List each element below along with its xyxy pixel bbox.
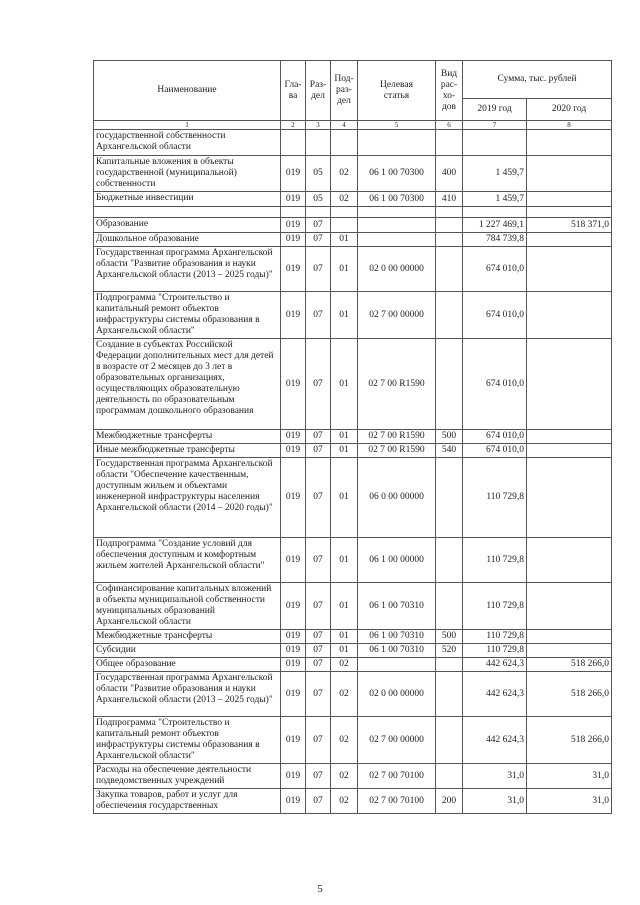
row-name: Бюджетные инвестиции: [94, 192, 281, 207]
table-row: [94, 444, 612, 458]
header-2020: 2020 год: [527, 99, 612, 121]
row-glava: 019: [281, 583, 306, 630]
header-vid: Вид рас- хо- дов: [436, 61, 463, 121]
row-podrazdel: 02: [331, 658, 358, 672]
row-name: Дошкольное образование: [94, 233, 281, 247]
row-razdel: 07: [306, 644, 331, 658]
row-glava: 019: [281, 444, 306, 458]
row-celevaya: 06 1 00 70310: [358, 583, 436, 630]
colnum-5: 5: [358, 121, 436, 130]
row-sum-2019: [463, 130, 527, 156]
row-sum-2020: [527, 339, 612, 430]
row-sum-2020: 31,0: [527, 789, 612, 814]
row-vid: [436, 583, 463, 630]
row-glava: 019: [281, 630, 306, 644]
row-razdel: 05: [306, 156, 331, 192]
row-podrazdel: 01: [331, 444, 358, 458]
table-row: [94, 538, 612, 583]
row-name: Межбюджетные трансферты: [94, 430, 281, 444]
row-sum-2020: [527, 130, 612, 156]
budget-table: [93, 60, 612, 814]
row-razdel: 07: [306, 630, 331, 644]
row-sum-2019: 674 010,0: [463, 247, 527, 292]
header-celevaya: Целевая статья: [358, 61, 436, 121]
table-row: [94, 458, 612, 538]
row-podrazdel: 01: [331, 233, 358, 247]
row-vid: 410: [436, 192, 463, 207]
table-row: [94, 717, 612, 764]
row-podrazdel: 02: [331, 156, 358, 192]
row-glava: 019: [281, 458, 306, 538]
row-glava: 019: [281, 218, 306, 233]
row-razdel: 07: [306, 583, 331, 630]
colnum-8: 8: [527, 121, 612, 130]
table-row: [94, 658, 612, 672]
row-celevaya: 02 0 00 00000: [358, 247, 436, 292]
row-sum-2020: [527, 444, 612, 458]
row-celevaya: 02 0 00 00000: [358, 672, 436, 717]
row-sum-2019: 442 624,3: [463, 672, 527, 717]
row-podrazdel: [331, 130, 358, 156]
row-vid: [436, 233, 463, 247]
row-sum-2020: [527, 644, 612, 658]
row-razdel: 05: [306, 192, 331, 207]
row-razdel: 07: [306, 538, 331, 583]
row-podrazdel: 01: [331, 458, 358, 538]
row-glava: [281, 130, 306, 156]
row-podrazdel: 02: [331, 672, 358, 717]
row-podrazdel: 01: [331, 339, 358, 430]
row-sum-2020: [527, 292, 612, 339]
row-razdel: [306, 207, 331, 218]
row-vid: [436, 672, 463, 717]
row-sum-2019: 674 010,0: [463, 292, 527, 339]
row-vid: [436, 130, 463, 156]
row-razdel: 07: [306, 717, 331, 764]
row-sum-2019: 674 010,0: [463, 430, 527, 444]
header-razdel: Раз- дел: [306, 61, 331, 121]
row-vid: [436, 339, 463, 430]
row-name: Иные межбюджетные трансферты: [94, 444, 281, 458]
row-name: Расходы на обеспечение деятельности подведомственных учреждений: [94, 764, 281, 789]
row-glava: 019: [281, 339, 306, 430]
row-sum-2019: [463, 207, 527, 218]
row-vid: [436, 207, 463, 218]
table-row: [94, 764, 612, 789]
page-number: 5: [317, 883, 323, 895]
row-vid: 400: [436, 156, 463, 192]
row-name: Софинансирование капитальных вложений в объекты муниципальной собственности муниципальных образований Архангельской области: [94, 583, 281, 630]
row-celevaya: [358, 233, 436, 247]
row-podrazdel: 01: [331, 538, 358, 583]
row-celevaya: [358, 207, 436, 218]
row-name: Закупка товаров, работ и услуг для обеспечения государственных: [94, 789, 281, 814]
table-row: [94, 430, 612, 444]
row-podrazdel: 02: [331, 764, 358, 789]
row-sum-2020: [527, 207, 612, 218]
row-sum-2020: 518 266,0: [527, 717, 612, 764]
row-vid: [436, 247, 463, 292]
row-glava: 019: [281, 789, 306, 814]
row-vid: [436, 218, 463, 233]
row-sum-2020: 31,0: [527, 764, 612, 789]
row-celevaya: [358, 218, 436, 233]
row-name: Подпрограмма "Строительство и капитальный ремонт объектов инфраструктуры системы образования в Архангельской области": [94, 292, 281, 339]
row-name: Государственная программа Архангельской области "Обеспечение качественным, доступным жильем и объектами инженерной инфраструктуры населения Архангельской области (2014 – 2020 годы)": [94, 458, 281, 538]
row-razdel: 07: [306, 292, 331, 339]
row-glava: 019: [281, 764, 306, 789]
row-razdel: 07: [306, 430, 331, 444]
row-vid: 200: [436, 789, 463, 814]
row-glava: 019: [281, 233, 306, 247]
table-row: [94, 207, 612, 218]
row-name: Субсидии: [94, 644, 281, 658]
row-sum-2019: 31,0: [463, 789, 527, 814]
row-sum-2019: 442 624,3: [463, 717, 527, 764]
row-podrazdel: 01: [331, 630, 358, 644]
row-celevaya: 06 1 00 70310: [358, 630, 436, 644]
row-celevaya: 02 7 00 00000: [358, 292, 436, 339]
row-vid: 520: [436, 644, 463, 658]
row-vid: [436, 458, 463, 538]
row-celevaya: 02 7 00 R1590: [358, 339, 436, 430]
row-name: Капитальные вложения в объекты государственной (муниципальной) собственности: [94, 156, 281, 192]
table-row: [94, 156, 612, 192]
colnum-7: 7: [463, 121, 527, 130]
row-name: государственной собственности Архангельской области: [94, 130, 281, 156]
row-razdel: 07: [306, 458, 331, 538]
row-celevaya: 02 7 00 00000: [358, 717, 436, 764]
row-glava: 019: [281, 156, 306, 192]
row-celevaya: 06 0 00 00000: [358, 458, 436, 538]
table-row: [94, 583, 612, 630]
row-sum-2019: 442 624,3: [463, 658, 527, 672]
row-sum-2020: [527, 233, 612, 247]
table-row: [94, 130, 612, 156]
row-podrazdel: 02: [331, 789, 358, 814]
row-razdel: 07: [306, 218, 331, 233]
row-name: Государственная программа Архангельской области "Развитие образования и науки Архангельской области (2013 – 2025 годы)": [94, 247, 281, 292]
row-sum-2019: 1 459,7: [463, 192, 527, 207]
row-glava: [281, 207, 306, 218]
row-sum-2020: [527, 630, 612, 644]
row-sum-2020: [527, 430, 612, 444]
row-name: Государственная программа Архангельской области "Развитие образования и науки Архангельской области (2013 – 2025 годы)": [94, 672, 281, 717]
table-row: [94, 789, 612, 814]
row-sum-2019: 784 739,8: [463, 233, 527, 247]
row-name: Подпрограмма "Создание условий для обеспечения доступным и комфортным жильем жителей Архангельской области": [94, 538, 281, 583]
row-glava: 019: [281, 247, 306, 292]
row-celevaya: 02 7 00 70100: [358, 764, 436, 789]
colnum-2: 2: [281, 121, 306, 130]
row-sum-2019: 1 459,7: [463, 156, 527, 192]
row-name: Общее образование: [94, 658, 281, 672]
row-podrazdel: 02: [331, 717, 358, 764]
row-glava: 019: [281, 672, 306, 717]
row-sum-2020: [527, 583, 612, 630]
row-podrazdel: 01: [331, 430, 358, 444]
row-celevaya: 02 7 00 R1590: [358, 430, 436, 444]
row-sum-2019: 110 729,8: [463, 644, 527, 658]
row-podrazdel: 01: [331, 247, 358, 292]
row-sum-2020: 518 371,0: [527, 218, 612, 233]
header-glava: Гла- ва: [281, 61, 306, 121]
row-vid: [436, 538, 463, 583]
row-sum-2019: 110 729,8: [463, 458, 527, 538]
row-podrazdel: 01: [331, 583, 358, 630]
row-glava: 019: [281, 644, 306, 658]
row-podrazdel: [331, 207, 358, 218]
row-glava: 019: [281, 192, 306, 207]
table-row: [94, 339, 612, 430]
row-vid: 500: [436, 630, 463, 644]
header-summa: Сумма, тыс. рублей: [463, 61, 612, 99]
row-razdel: 07: [306, 247, 331, 292]
row-vid: [436, 717, 463, 764]
table-row: [94, 233, 612, 247]
row-podrazdel: 01: [331, 644, 358, 658]
row-razdel: 07: [306, 444, 331, 458]
row-celevaya: [358, 130, 436, 156]
row-vid: 500: [436, 430, 463, 444]
row-podrazdel: 02: [331, 192, 358, 207]
table-row: [94, 630, 612, 644]
colnum-6: 6: [436, 121, 463, 130]
row-sum-2019: 110 729,8: [463, 583, 527, 630]
row-glava: 019: [281, 538, 306, 583]
row-sum-2020: [527, 247, 612, 292]
row-name: Подпрограмма "Строительство и капитальный ремонт объектов инфраструктуры системы образования в Архангельской области": [94, 717, 281, 764]
row-razdel: 07: [306, 233, 331, 247]
row-sum-2019: 674 010,0: [463, 339, 527, 430]
row-sum-2020: [527, 458, 612, 538]
header-name: Наименование: [94, 61, 281, 121]
colnum-1: 1: [94, 121, 281, 130]
row-podrazdel: [331, 218, 358, 233]
table-row: [94, 192, 612, 207]
row-sum-2019: 674 010,0: [463, 444, 527, 458]
row-razdel: 07: [306, 764, 331, 789]
row-vid: [436, 764, 463, 789]
row-vid: 540: [436, 444, 463, 458]
row-glava: 019: [281, 292, 306, 339]
table-row: [94, 292, 612, 339]
row-razdel: 07: [306, 789, 331, 814]
row-name: Образование: [94, 218, 281, 233]
row-sum-2020: [527, 538, 612, 583]
row-celevaya: 02 7 00 R1590: [358, 444, 436, 458]
header-2019: 2019 год: [463, 99, 527, 121]
row-sum-2019: 110 729,8: [463, 538, 527, 583]
row-sum-2019: 31,0: [463, 764, 527, 789]
row-name: Межбюджетные трансферты: [94, 630, 281, 644]
header-podrazdel: Под- раз- дел: [331, 61, 358, 121]
row-celevaya: 06 1 00 00000: [358, 538, 436, 583]
row-glava: 019: [281, 658, 306, 672]
colnum-3: 3: [306, 121, 331, 130]
row-sum-2020: 518 266,0: [527, 658, 612, 672]
table-row: [94, 644, 612, 658]
row-vid: [436, 292, 463, 339]
row-razdel: 07: [306, 672, 331, 717]
row-celevaya: [358, 658, 436, 672]
row-name: [94, 207, 281, 218]
row-celevaya: 06 1 00 70300: [358, 192, 436, 207]
row-sum-2020: [527, 156, 612, 192]
row-sum-2020: 518 266,0: [527, 672, 612, 717]
row-razdel: 07: [306, 339, 331, 430]
colnum-4: 4: [331, 121, 358, 130]
row-glava: 019: [281, 717, 306, 764]
row-name: Создание в субъектах Российской Федерации дополнительных мест для детей в возрасте от 2 месяцев до 3 лет в образовательных организациях, осуществляющих образовательную деятельность по образовательным программам дошкольного образования: [94, 339, 281, 430]
row-podrazdel: 01: [331, 292, 358, 339]
row-glava: 019: [281, 430, 306, 444]
row-sum-2019: 110 729,8: [463, 630, 527, 644]
row-sum-2020: [527, 192, 612, 207]
row-celevaya: 06 1 00 70310: [358, 644, 436, 658]
row-razdel: 07: [306, 658, 331, 672]
table-row: [94, 247, 612, 292]
row-vid: [436, 658, 463, 672]
row-razdel: [306, 130, 331, 156]
row-celevaya: 06 1 00 70300: [358, 156, 436, 192]
column-numbers-row: [94, 121, 612, 130]
row-celevaya: 02 7 00 70100: [358, 789, 436, 814]
table-row: [94, 672, 612, 717]
table-row: [94, 218, 612, 233]
row-sum-2019: 1 227 469,1: [463, 218, 527, 233]
